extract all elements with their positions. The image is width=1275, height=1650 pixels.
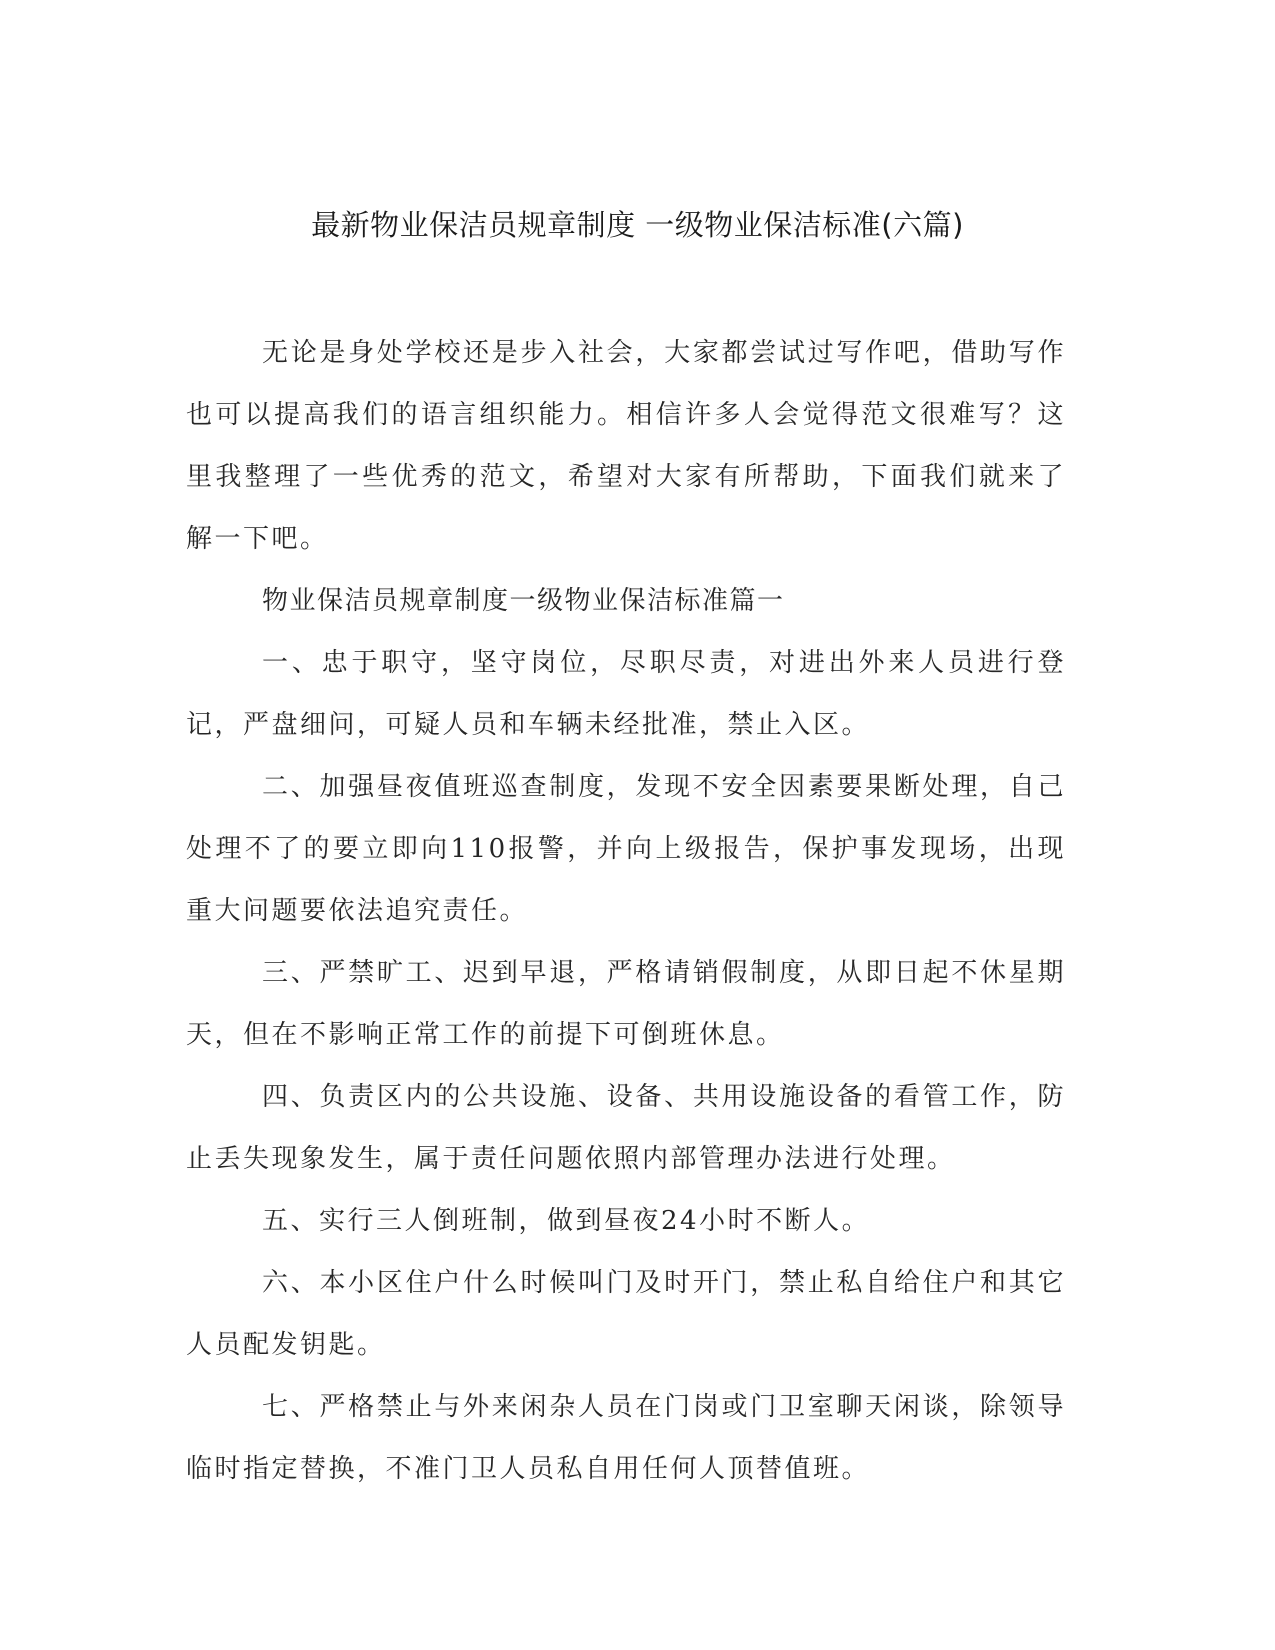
document-body: [186, 322, 1066, 1500]
rule-paragraph-4: 四、负责区内的公共设施、设备、共用设施设备的看管工作，防止丢失现象发生，属于责任问题依照内部管理办法进行处理。: [186, 1082, 1066, 1174]
intro-paragraph: 无论是身处学校还是步入社会，大家都尝试过写作吧，借助写作也可以提高我们的语言组织能力。相信许多人会觉得范文很难写？这里我整理了一些优秀的范文，希望对大家有所帮助，下面我们就来了解一下吧。: [186, 338, 1066, 554]
rule-paragraph-5: 五、实行三人倒班制，做到昼夜24小时不断人。: [262, 1206, 871, 1236]
document-title: 最新物业保洁员规章制度 一级物业保洁标准(六篇): [311, 208, 964, 242]
rule-paragraph-1: 一、忠于职守，坚守岗位，尽职尽责，对进出外来人员进行登记，严盘细问，可疑人员和车辆未经批准，禁止入区。: [186, 648, 1066, 740]
rule-paragraph-6: 六、本小区住户什么时候叫门及时开门，禁止私自给住户和其它人员配发钥匙。: [186, 1268, 1066, 1360]
section-heading: 物业保洁员规章制度一级物业保洁标准篇一: [262, 586, 785, 616]
rule-paragraph-3: 三、严禁旷工、迟到早退，严格请销假制度，从即日起不休星期天，但在不影响正常工作的前提下可倒班休息。: [186, 958, 1066, 1050]
rule-paragraph-7: 七、严格禁止与外来闲杂人员在门岗或门卫室聊天闲谈，除领导临时指定替换，不准门卫人员私自用任何人顶替值班。: [186, 1392, 1066, 1484]
rule-paragraph-2: 二、加强昼夜值班巡查制度，发现不安全因素要果断处理，自己处理不了的要立即向110报警，并向上级报告，保护事发现场，出现重大问题要依法追究责任。: [186, 772, 1066, 926]
